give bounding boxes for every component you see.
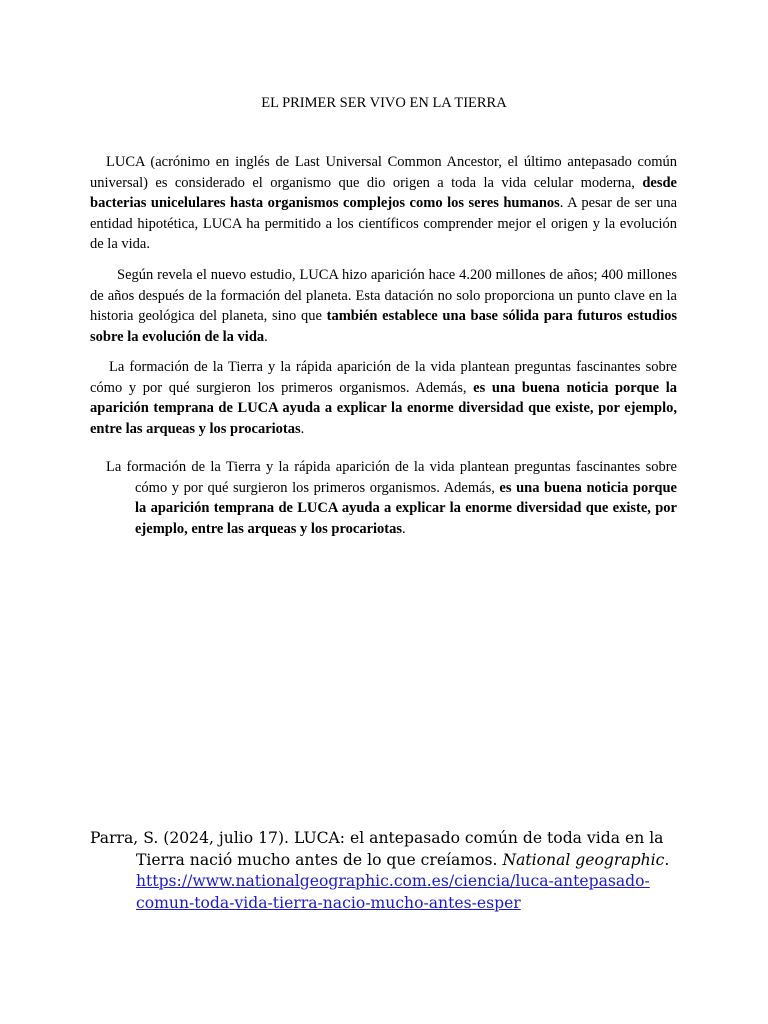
paragraph-3-bold: es una buena noticia porque la aparición temprana de LUCA ayuda a explicar la enorme diversidad que existe, por ejemplo, entre las arqueas y los procariotas: [90, 379, 677, 437]
paragraph-1-bold: desde bacterias unicelulares hasta organismos complejos como los seres humanos: [90, 174, 677, 211]
paragraph-4-text-b: .: [402, 520, 406, 537]
paragraph-3-text-b: .: [300, 420, 305, 437]
paragraph-2-text-a: Según revela el nuevo estudio, LUCA hizo aparición hace 4.200 millones de años; 400 millones de años después de la formación del planeta. Esta datación no solo proporciona un punto clave en la historia geológica del planeta, sino que: [90, 267, 677, 324]
reference-link[interactable]: [136, 872, 650, 912]
reference-title: Tierra nació mucho antes de lo que creíamos.: [136, 850, 503, 869]
document-title: EL PRIMER SER VIVO EN LA TIERRA: [261, 95, 507, 111]
paragraph-2: [90, 265, 677, 347]
reference-url-line-1: https://www.nationalgeographic.com.es/ciencia/luca-antepasado-: [136, 872, 650, 890]
paragraph-2-bold: también establece una base sólida para futuros estudios sobre la evolución de la vida: [90, 308, 678, 345]
paragraph-1: [90, 152, 677, 255]
paragraph-3: [90, 357, 677, 439]
reference-source: National geographic: [502, 850, 665, 869]
paragraph-4-text-a: La formación de la Tierra y la rápida aparición de la vida plantean preguntas fascinantes sobre cómo y por qué surgieron los primeros organismos. Además,: [106, 459, 677, 496]
reference-url-line-2: comun-toda-vida-tierra-nacio-mucho-antes-esper: [136, 893, 521, 912]
reference-authors: Parra, S. (2024, julio 17). LUCA: el antepasado común de toda vida en la: [90, 829, 664, 847]
paragraph-1-text-b: . A pesar de ser una entidad hipotética, LUCA ha permitido a los científicos comprender mejor el origen y la evolución de la vida.: [90, 195, 677, 252]
reference-url-block: [90, 871, 677, 914]
paragraph-3-text-a: La formación de la Tierra y la rápida aparición de la vida plantean preguntas fascinantes sobre cómo y por qué surgieron los primeros organismos. Además,: [90, 359, 677, 396]
paragraph-2-text-b: .: [264, 328, 268, 345]
paragraph-4-bold: es una buena noticia porque la aparición temprana de LUCA ayuda a explicar la enorme diversidad que existe, por ejemplo, entre las arqueas y los procariotas: [135, 479, 677, 537]
reference-title-line: [90, 850, 677, 872]
reference-entry: [90, 828, 677, 914]
reference-source-end: .: [664, 850, 670, 869]
paragraph-1-text-a: LUCA (acrónimo en inglés de Last Universal Common Ancestor, el último antepasado común universal) es considerado el organismo que dio origen a toda la vida celular moderna,: [90, 154, 677, 191]
paragraph-4-hanging: [106, 457, 677, 539]
